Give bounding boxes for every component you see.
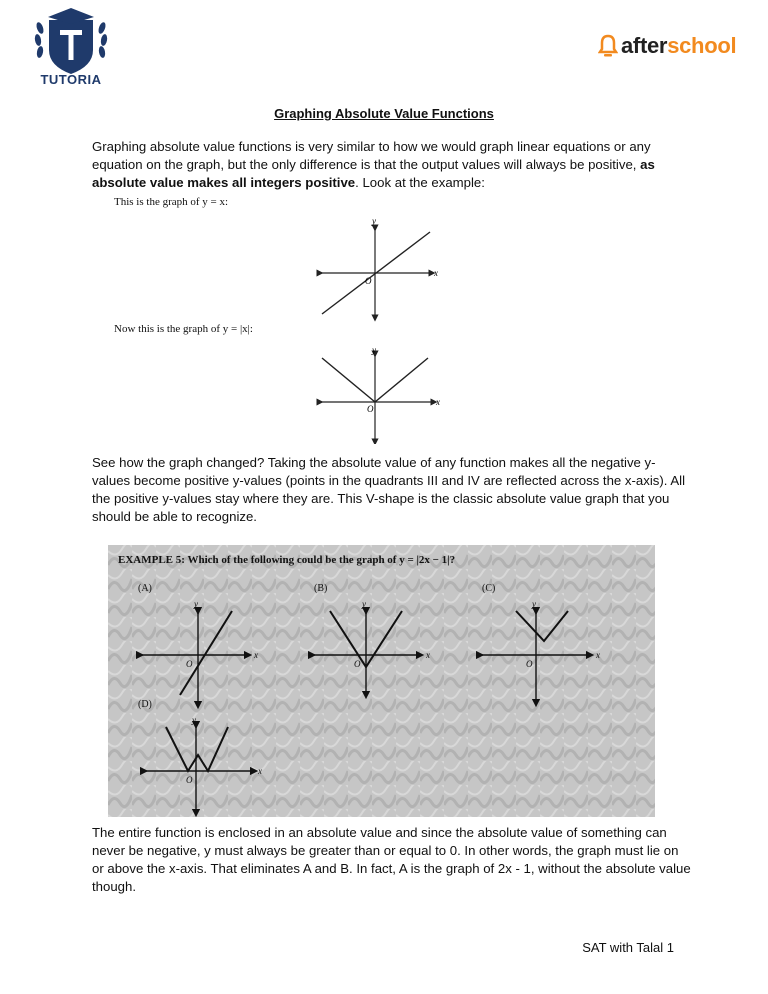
conclusion-paragraph: The entire function is enclosed in an absolute value and since the absolute value of something can never be negative, y must always be greater than or equal to 0. In other words, the graph must lie on or above the x-axis. That eliminates A and B. In fact, A is the graph of 2x - 1, without the absolute value though. [92, 825, 691, 894]
example-5-figure [108, 545, 655, 817]
bell-icon [598, 34, 618, 58]
afterschool-prefix: after [621, 33, 668, 58]
option-b-label: (B) [314, 583, 328, 594]
option-d-origin-label: O [186, 775, 193, 785]
option-a-x-label: x [254, 650, 258, 660]
figure1-x-label: x [434, 268, 438, 278]
option-c-origin-label: O [526, 659, 533, 669]
option-c-x-label: x [596, 650, 600, 660]
intro-bold: as absolute value makes all integers positive [92, 157, 655, 190]
afterschool-suffix: school [667, 33, 737, 58]
figure2-caption: Now this is the graph of y = |x|: [114, 323, 253, 335]
figure2-origin-label: O [367, 404, 374, 414]
figure1-origin-label: O [365, 276, 372, 286]
option-a-origin-label: O [186, 659, 193, 669]
figure2-x-label: x [436, 397, 440, 407]
intro-text-2: . Look at the example: [355, 175, 485, 190]
graph-y-equals-abs-x [310, 344, 450, 444]
tutoria-logo-text: TUTORIA [40, 72, 102, 87]
option-c-y-label: y [532, 599, 536, 609]
intro-paragraph [92, 138, 692, 192]
option-b-origin-label: O [354, 659, 361, 669]
option-d-y-label: y [192, 715, 196, 725]
option-c-label: (C) [482, 583, 496, 594]
option-d-x-label: x [258, 766, 262, 776]
option-d-label: (D) [138, 699, 152, 710]
tutoria-shield-icon [30, 6, 112, 76]
option-b-y-label: y [362, 599, 366, 609]
graph-y-equals-x [310, 214, 450, 324]
page-title: Graphing Absolute Value Functions [274, 106, 494, 121]
option-b-x-label: x [426, 650, 430, 660]
option-a-y-label: y [194, 599, 198, 609]
intro-text-1: Graphing absolute value functions is very similar to how we would graph linear equations or any equation on the graph, but the only difference is that the output values will always be positive, [92, 139, 651, 172]
explanation-paragraph: See how the graph changed? Taking the absolute value of any function makes all the negative y-values become positive y-values (points in the quadrants III and IV are reflected across the x-axis). All the positive y-values stay where they are. This V-shape is the classic absolute value graph that you should be able to recognize. [92, 455, 685, 524]
example-heading: EXAMPLE 5: Which of the following could be the graph of y = |2x − 1|? [118, 554, 456, 566]
afterschool-logo [598, 31, 736, 61]
page-footer: SAT with Talal 1 [582, 940, 674, 955]
figure2-y-label: y [372, 345, 376, 355]
figure1-y-label: y [372, 216, 376, 226]
figure1-caption: This is the graph of y = x: [114, 196, 229, 208]
option-a-label: (A) [138, 583, 152, 594]
